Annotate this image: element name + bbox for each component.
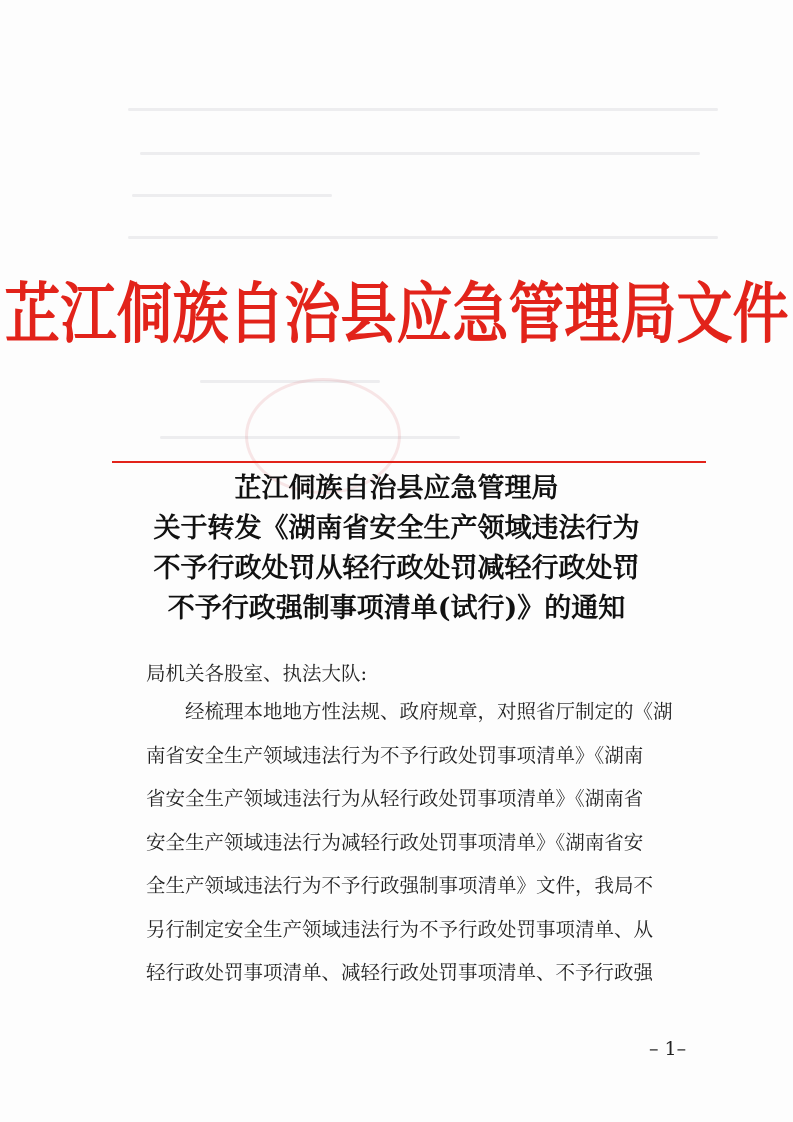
issuing-authority-title: 芷江侗族自治县应急管理局文件 — [4, 274, 789, 353]
bleed-through-mark — [140, 152, 700, 155]
bleed-through-mark — [128, 108, 718, 111]
body-line: 南省安全生产领域违法行为不予行政处罚事项清单》《湖南 — [146, 743, 644, 767]
body-line: 经梳理本地地方性法规、政府规章，对照省厅制定的《湖 — [146, 700, 673, 723]
body-line: 省安全生产领域违法行为从轻行政处罚事项清单》《湖南省 — [146, 787, 644, 810]
body-line: 另行制定安全生产领域违法行为不予行政处罚事项清单、从 — [146, 917, 654, 941]
bleed-through-mark — [128, 236, 718, 239]
notice-title-line: 不予行政强制事项清单(试行)》的通知 — [167, 593, 626, 624]
body-line: 轻行政处罚事项清单、减轻行政处罚事项清单、不予行政强 — [146, 961, 654, 984]
bleed-through-mark — [132, 194, 332, 197]
salutation: 局机关各股室、执法大队: — [146, 662, 368, 685]
body-paragraph — [146, 690, 694, 995]
red-divider-line — [112, 461, 706, 463]
notice-title-line: 关于转发《湖南省安全生产领域违法行为 — [153, 513, 640, 544]
body-line: 安全生产领域违法行为减轻行政处罚事项清单》《湖南省安 — [146, 830, 644, 854]
notice-title-line: 芷江侗族自治县应急管理局 — [234, 473, 559, 504]
page-number: – 1– — [649, 1038, 687, 1060]
body-line: 全生产领域违法行为不予行政强制事项清单》文件，我局不 — [146, 874, 654, 897]
notice-title — [0, 469, 793, 629]
notice-title-line: 不予行政处罚从轻行政处罚减轻行政处罚 — [153, 553, 640, 584]
